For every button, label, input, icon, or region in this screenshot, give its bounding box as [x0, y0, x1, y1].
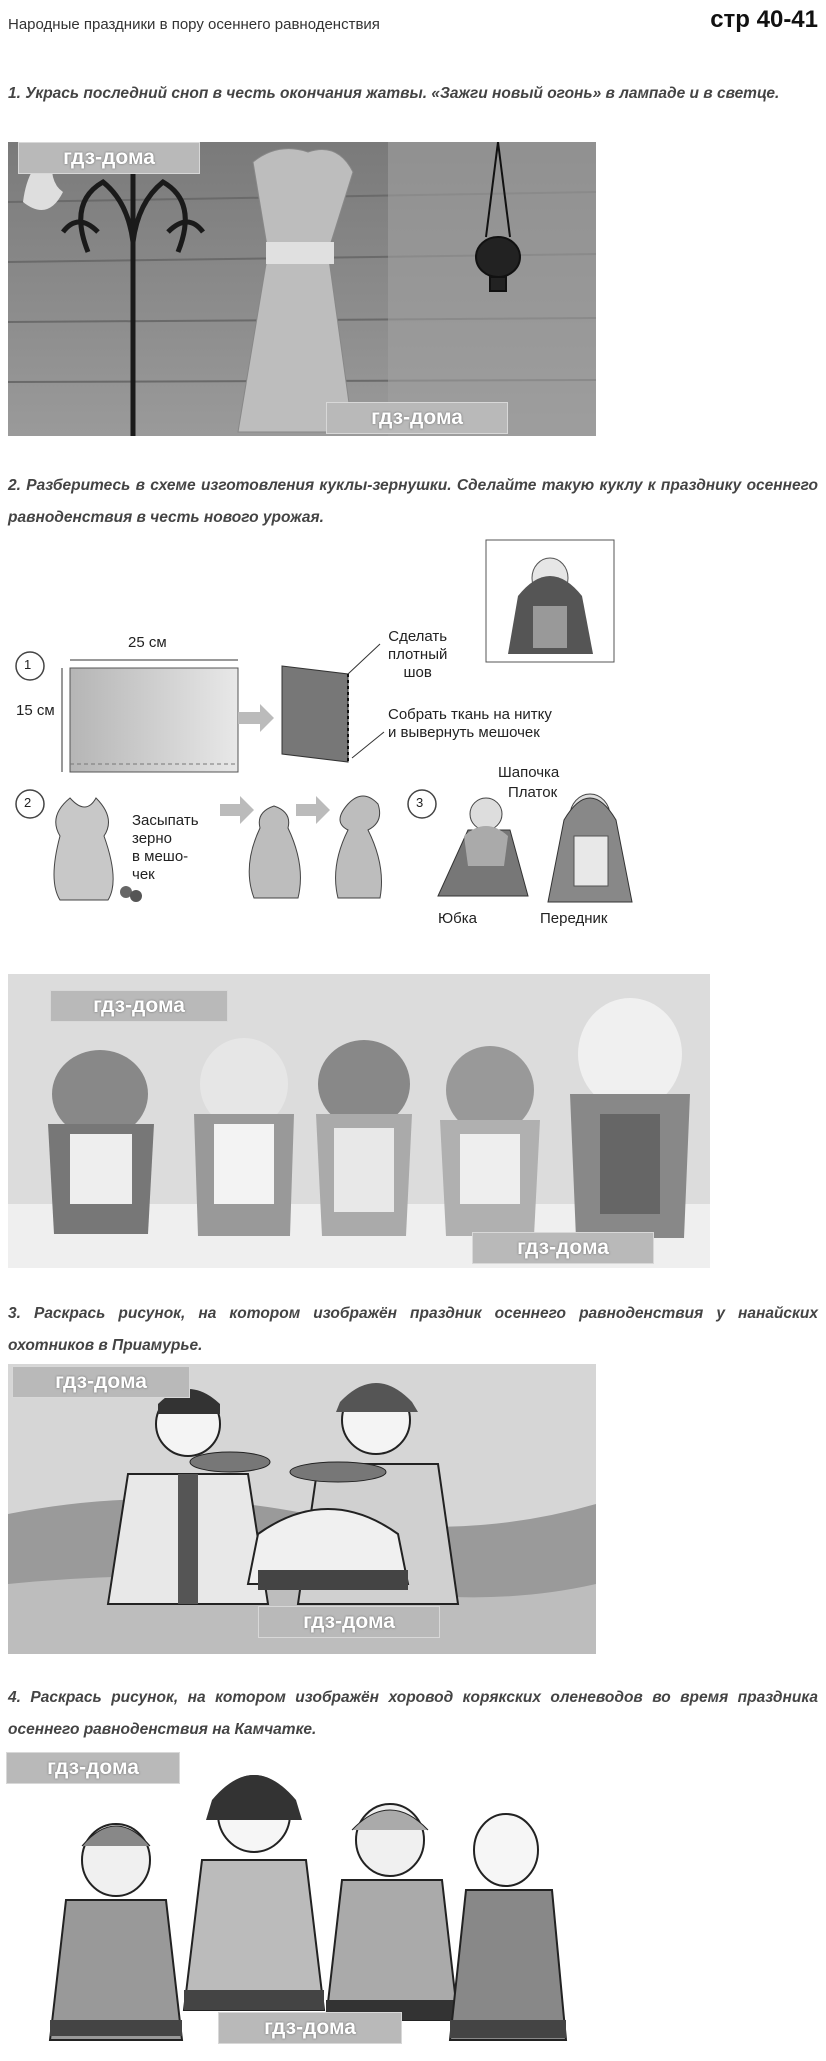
step-3-number: 3 [416, 795, 424, 810]
koryak-dance-scene [6, 1750, 596, 2056]
height-label: 15 см [16, 702, 55, 719]
watermark-bottom: гдз-дома [472, 1232, 654, 1264]
doll-base-icon [336, 796, 382, 898]
width-label: 25 см [128, 634, 167, 651]
doll-3-icon [316, 1040, 412, 1236]
doll-5-icon [570, 998, 690, 1238]
task-4-illustration [6, 1750, 596, 2056]
step-1-number: 1 [24, 657, 32, 672]
watermark-bottom: гдз-дома [326, 402, 508, 434]
cap-label: Шапочка [498, 764, 560, 781]
gather-instruction: Собрать ткань на нитку и вывернуть мешочек [388, 706, 552, 741]
dressed-doll-icon [548, 794, 632, 902]
dolls-photo [8, 974, 710, 1268]
arrow-right-icon-2 [220, 796, 254, 824]
page-title: Народные праздники в пору осеннего равноденствия [8, 16, 380, 33]
skirt-label: Юбка [438, 910, 477, 927]
apron-label: Передник [540, 910, 608, 927]
sheaf-and-lamp-scene [8, 142, 596, 436]
grain-bag-icon [54, 798, 113, 900]
tied-bag-icon [249, 806, 300, 898]
arrow-right-icon [238, 704, 274, 732]
task-2-text: 2. Разберитесь в схеме изготовления куклы-зернушки. Сделайте такую куклу к празднику осеннего равноденствия в честь нового урожая. [8, 477, 818, 526]
doll-making-diagram [8, 536, 818, 936]
watermark-top: гдз-дома [50, 990, 228, 1022]
watermark-top: гдз-дома [12, 1366, 190, 1398]
seam-instruction: Сделать плотный шов [388, 628, 448, 681]
sewn-tube-icon [282, 666, 348, 762]
task-3-illustration [8, 1364, 596, 1654]
step-2-number: 2 [24, 795, 32, 810]
cloth-rectangle-icon [70, 668, 238, 772]
doll-dressing-icon [438, 798, 528, 896]
scarf-label: Платок [508, 784, 558, 801]
task-1-illustration [8, 142, 596, 436]
watermark-top: гдз-дома [6, 1752, 180, 1784]
fill-instruction: Засыпать зерно в мешо- чек [132, 812, 199, 883]
doll-1-icon [48, 1050, 154, 1234]
doll-4-icon [440, 1046, 540, 1236]
task-1-text: 1. Укрась последний сноп в честь окончания жатвы. «Зажги новый огонь» в лампаде и в светце. [8, 85, 780, 102]
task-4-text: 4. Раскрась рисунок, на котором изображён хоровод корякских оленеводов во время праздника осеннего равноденствия на Камчатке. [8, 1689, 818, 1738]
watermark-bottom: гдз-дома [258, 1606, 440, 1638]
doll-2-icon [194, 1038, 294, 1236]
watermark-top: гдз-дома [18, 142, 200, 174]
watermark-bottom: гдз-дома [218, 2012, 402, 2044]
task-3-text: 3. Раскрась рисунок, на котором изображён праздник осеннего равноденствия у нанайских охотников в Приамурье. [8, 1305, 818, 1354]
arrow-right-icon-3 [296, 796, 330, 824]
page-reference: стр 40-41 [710, 6, 818, 33]
